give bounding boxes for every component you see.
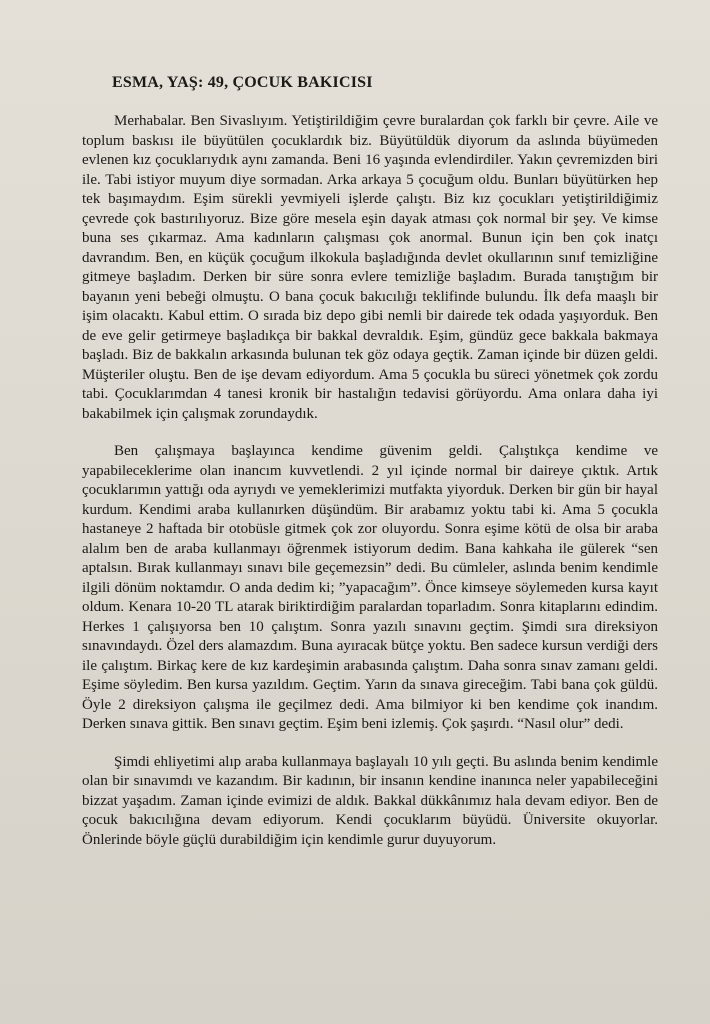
paragraph-3: Şimdi ehliyetimi alıp araba kullanmaya başlayalı 10 yılı geçti. Bu aslında benim kendimle olan bir sınavımdı ve kazandım. Bir kadının, bir insanın kendine inanınca neler yapabileceğini bizzat yaşadım. Zaman içinde evimizi de aldık. Bakkal dükkânımız hala devam ediyor. Ben de çocuk bakıcılığına devam ediyorum. Kendi çocuklarım büyüdü. Üniversite okuyorlar. Önlerinde böyle güçlü durabildiğim için kendimle gurur duyuyorum. — [82, 753, 658, 848]
paragraph-2: Ben çalışmaya başlayınca kendime güvenim geldi. Çalıştıkça kendime ve yapabileceklerime olan inancım kuvvetlendi. 2 yıl içinde normal bir daireye çıktık. Artık çocuklarımın yattığı oda ayrıydı ve yemeklerimizi mutfakta yiyorduk. Derken bir gün bir hayal kurdum. Kendimi araba kullanırken düşündüm. Bir arabamız yoktu tabi ki. Ama 5 çocukla hastaneye 2 haftada bir otobüsle gitmek çok zor oluyordu. Sonra eşime kötü de olsa bir araba alalım ben de araba kullanmayı öğrenmek istiyorum dedim. Bana kahkaha ile gülerek “sen aptalsın. Bırak kullanmayı sınavı bile geçemezsin” dedi. Bu cümleler, aslında benim kendimle ilgili dönüm noktamdır. O anda dedim ki; ”yapacağım”. Önce kimseye söylemeden kursa kayıt oldum. Kenara 10-20 TL atarak biriktirdiğim paralardan toparladım. Sonra kitaplarını edindim. Herkes 1 çalışıyorsa ben 10 çalıştım. Sonra yazılı sınavını geçtim. Şimdi sıra direksiyon sınavındaydı. Özel ders alamazdım. Buna ayıracak bütçe yoktu. Ben sadece kursun verdiği ders ile çalıştım. Birkaç kere de kız kardeşimin arabasında çalıştım. Daha sonra sınav zamanı geldi. Eşime söyledim. Ben kursa yazıldım. Geçtim. Yarın da sınava gireceğim. Tabi bana çok güldü. Öyle 2 direksiyon çalışma ile geçilmez dedi. Ama bilmiyor ki ben kendime çok inandım. Derken sınava gittik. Ben sınavı geçtim. Eşim beni izlemiş. Çok şaşırdı. “Nasıl olur” dedi. — [82, 443, 658, 732]
paragraph-1: Merhabalar. Ben Sivaslıyım. Yetiştirildiğim çevre buralardan çok farklı bir çevre. Aile ve toplum baskısı ile büyütülen çocuklardık biz. Büyütüldük diyorum da aslında büyümeden evlenen kız çocuklarıydık aynı zamanda. Beni 16 yaşında evlendirdiler. Yakın çevremizden biri ile. Tabi istiyor muyum diye sormadan. Arka arkaya 5 çocuğum oldu. Bunları büyütürken hep tek başımaydım. Eşim sürekli yevmiyeli işlerde çalıştı. Biz kız çocukları yetiştirildiğimiz çevrede çok bastırılıyoruz. Bize göre mesela eşin dayak atması çok normal bir şey. Ve kimse buna ses çıkarmaz. Ama kadınların çalışması çok anormal. Bunun için ben çok inatçı davrandım. Ben, en küçük çocuğum ilkokula başladığında devlet okullarının sınıf temizliğine gitmeye başladım. Derken bir süre sonra evlere temizliğe başladım. Burada tanıştığım bir bayanın yeni bebeği olmuştu. O bana çocuk bakıcılığı teklifinde bulundu. İlk defa maaşlı bir işim olacaktı. Kabul ettim. O sırada biz depo gibi nemli bir dairede tek odada yaşıyorduk. Ben de eve gelir getirmeye başladıkça bir bakkal devraldık. Eşim, gündüz gece bakkala bakmaya başladı. Biz de bakkalın arkasında bulunan tek göz odaya geçtik. Zaman içinde bir düzen geldi. Müşteriler oluştu. Ben de işe devam ediyordum. Ama 5 çocukla bu süreci yönetmek çok zordu tabi. Çocuklarımdan 4 tanesi kronik bir hastalığın tedavisi görüyordu. Ama onlara daha iyi bakabilmek için çalışmak zorundaydık. — [82, 113, 658, 422]
document-title: ESMA, YAŞ: 49, ÇOCUK BAKICISI — [112, 74, 373, 91]
